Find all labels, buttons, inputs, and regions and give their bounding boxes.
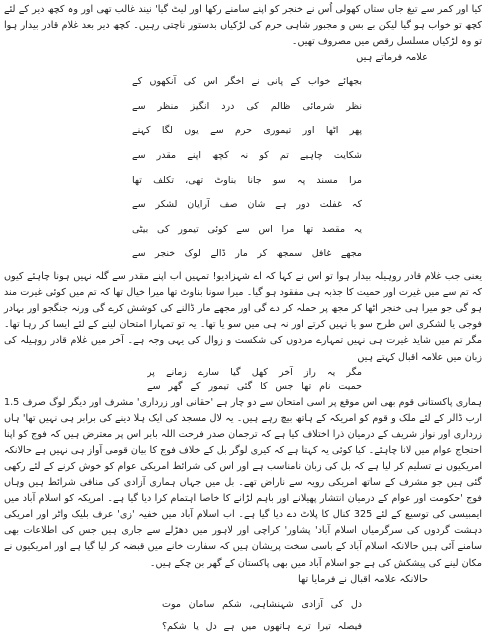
couplet-line: فیصلہ تیرا ترے ہاتھوں میں ہے دل یا شکم؟ [162,620,362,632]
couplet-line: دل کی آزادی شہنشاہی، شکم سامان موت [162,598,362,610]
commentary-paragraph: یعنی جب غلام قادر روہیلہ بیدار ہوا تو اس نے کہا کہ اے شہزادیو! تمہیں اب اپنے مقدر سے گلہ نہیں ہونا چاہئے کیوں کہ تم سے میں غیرت اور حمیت کا جذبہ ہی مفقود ہو گیا۔ میرا سونا بناوٹ تھا میرا خیال تھا کہ تم میں کوئی غیرت مند ہو گی جو میرا ہی خنجر اٹھا کر مجھ پر حملہ کر دے گی اور مجھے مار ڈالنے کی کوشش کرے گی ورنہ جنگجو اور بہادر فوجی یا لشکری اس طرح سو یا نہیں کرتے اور نہ ہی میں سو یا تھا۔ یہ تو تمہارا امتحان لینے کے لئے ایسا کر رہا تھا۔ مگر تم میں شاید غیرت ہی نہیں تمہارے مردوں کی شکست و زوال کی یہی وجہ ہے۔ آخر میں غلام قادر روہیلہ کی زبان میں علامہ اقبال کہتے ہیں [4,271,482,363]
poem-line: نظر شرمائی ظالم کی درد انگیز منظر سے [132,100,362,112]
poem-heading: علامہ فرماتے ہیں [356,52,428,64]
poem-line: بجھائے خواب کے پانی نے اخگر اس کی آنکھوں کے [132,76,362,88]
closing-heading: حالانکہ علامہ اقبال نے فرمایا تھا [298,573,428,585]
poem-line: یہ مقصد تھا مرا اس سے کوئی تیمور کی بیٹی [132,223,362,235]
analysis-paragraph: ہماری پاکستانی قوم بھی اس موقع پر اسی امتحان سے دو چار ہے 'حقانی اور زرداری' مشرف اور دیگر لوگ صرف 1.5 ارب ڈالر کے لئے ملک و قوم کو امریکہ کے ہاتھ بیچ رہے ہیں۔ یہ لال مسجد کی ایک ہلا دینے کی برابر ہی نہیں تھا' ہاں زرداری اور نواز شریف کے درمیان ذرا اختلاف کیا ہے کہ ترجمان صدر فرحت اللہ بابر اس پر معترض ہیں کہ فوج کو اپنا احتجاج عوام میں لانا چاہئے۔ کیا کوئی یہ کہتا ہے کہ کیری لوگر بل کے خلاف فوج کا بیان قومی آواز ہی نہیں ہے حالانکہ امریکیوں نے تسلیم کر لیا ہے کہ بل کی زبان نامناسب ہے اور اس کی شرائط امریکی عوام کو خوش کرنے کے لئے رکھی گئی ہیں جو مشرف کے ساتھ امریکی رویہ سے ناراض تھے۔ بل میں جہاں ہماری آزادی کی منافی شرائط ہیں وہاں فوج 'حکومت اور عوام کے درمیان انتشار پھیلانے اور باہم لڑانے کا خاصا اہتمام کرا دیا گیا ہے۔ امریکہ کو اسلام آباد میں ایمبیسی کی توسیع کے لئے 325 کنال کا پلاٹ دے دیا گیا ہے۔ اب اسلام آباد میں خفیہ 'زی' عرف بلیک واٹر اور امریکی دہشت گردوں کی سرگرمیاں اسلام آباد' پشاور' کراچی اور لاہور میں دھڑلے سے جاری ہیں جس کی اطلاعات بھی سامنے آئی ہیں حالانکہ اسلام آباد کے باسی سخت پریشان ہیں کہ سفارت خانے میں قبضہ کر لیا گیا ہے اور امریکیوں نے مکان لینے کی پیشکش کی ہے جو اسلام آباد میں بھی پاکستان کے گھر بن چکے ہیں۔ [4,396,482,569]
couplet-block [4,366,482,395]
poem-line: مجھے غافل سمجھ کر مار ڈالے لوک خنجر سے [132,248,362,260]
poem-line: پھر اٹھا اور تیموری حرم سے یوں لگا کہنے [132,125,362,137]
closing-couplet [4,594,482,638]
poem-line: شکایت چاہیے تم کو نہ کچھ اپنے مقدر سے [132,150,362,162]
poem-block [122,70,412,267]
poem-line: کہ غفلت دور ہے شان صف آرایان لشکر سے [132,199,362,211]
poem-line: مرا مسند پہ سو جانا بناوٹ تھی، تکلف تھا [132,174,362,186]
couplet-line: مگر یہ راز آخر کھل گیا سارے زمانے پر [147,366,362,378]
couplet-line: حمیت نام تھا جس کا گئی تیمور کے گھر سے [147,381,362,393]
intro-paragraph: کیا اور کمر سے تیغ جاں ستاں کھولی اُس نے خنجر کو اپنے سامنے رکھا اور لیٹ گیا' نیند غالب تھی اور وہ کچھ دیر کے لئے کچھ تو خواب ہو گیا لیکن بے بس و مجبور شاہی حرم کی لڑکیاں بدستور ناچتی رہیں۔ کچھ دیر بعد غلام قادر بیدار ہوا تو وہ لڑکیاں مسلسل رقص میں مصروف تھیں۔ [4,4,482,48]
